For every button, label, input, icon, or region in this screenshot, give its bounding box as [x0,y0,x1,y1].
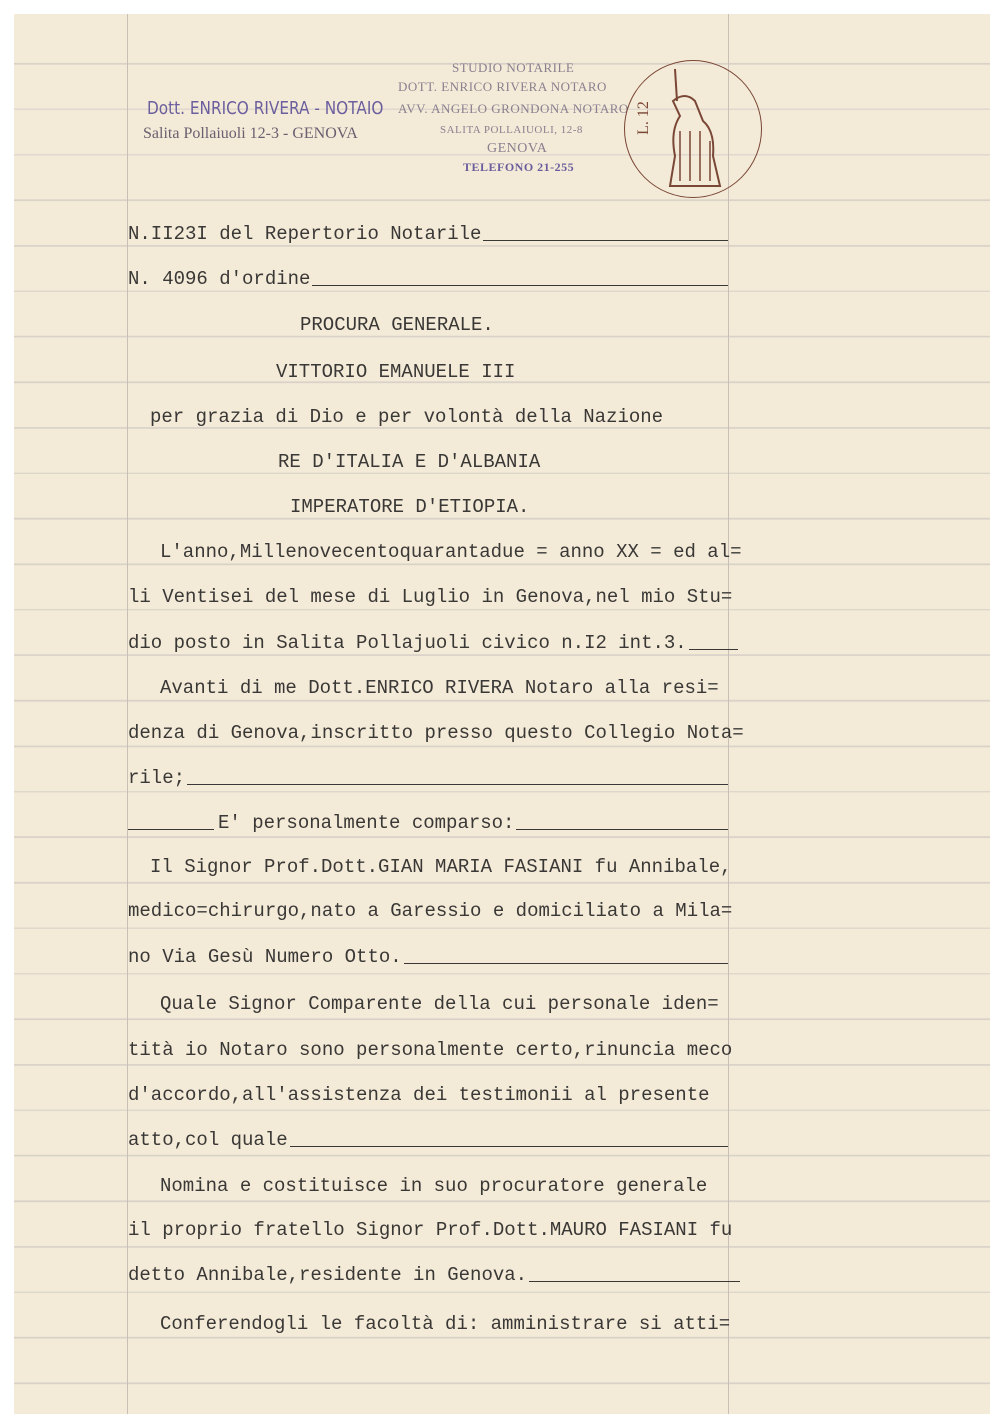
document-line: per grazia di Dio e per volontà della Nazione [150,406,664,428]
king-name: VITTORIO EMANUELE III [276,361,516,383]
document-line: Il Signor Prof.Dott.GIAN MARIA FASIANI fu Annibale, [150,856,732,878]
document-line [128,944,728,968]
studio-stamp-line2: DOTT. ENRICO RIVERA NOTARO [398,79,607,94]
document-line [128,266,728,290]
studio-stamp-line6: TELEFONO 21-255 [463,160,575,174]
document-line [128,1262,740,1286]
blank-fill-line [529,1281,740,1282]
blank-fill-line [483,240,728,241]
blank-fill-line [689,649,738,650]
line-text: N.II23I del Repertorio Notarile [128,223,482,245]
revenue-stamp-value: L. 12 [634,101,652,135]
document-line: Nomina e costituisce in suo procuratore generale [160,1175,708,1197]
line-text: rile; [128,767,186,789]
blank-fill-line [290,1146,728,1147]
document-line: IMPERATORE D'ETIOPIA. [290,496,530,518]
blank-fill-line [312,285,728,286]
document-line: Avanti di me Dott.ENRICO RIVERA Notaro alla resi= [160,677,719,699]
line-text: E' personalmente comparso: [218,812,515,834]
document-line [128,810,728,834]
line-text: detto Annibale,residente in Genova. [128,1264,528,1286]
blank-fill-line [128,829,214,830]
blank-fill-line [404,963,728,964]
document-line [128,1127,728,1151]
studio-stamp-line1: STUDIO NOTARILE [452,60,575,75]
margin-line-right [728,14,729,1414]
document-line: Quale Signor Comparente della cui personale iden= [160,993,719,1015]
line-text: dio posto in Salita Pollajuoli civico n.I2 int.3. [128,632,687,654]
document-line: denza di Genova,inscritto presso questo Collegio Nota= [128,722,744,744]
blank-fill-line [516,829,728,830]
document-line: Conferendogli le facoltà di: amministrare si atti= [160,1313,731,1335]
line-text: N. 4096 d'ordine [128,268,311,290]
studio-stamp-line5: GENOVA [487,141,548,156]
document-line: li Ventisei del mese di Luglio in Genova,nel mio Stu= [128,586,733,608]
revenue-stamp-seal [624,60,762,198]
document-line: d'accordo,all'assistenza dei testimonii al presente [128,1084,710,1106]
document-line [128,765,728,789]
blank-fill-line [187,784,728,785]
document-line: RE D'ITALIA E D'ALBANIA [278,451,541,473]
document-title: PROCURA GENERALE. [300,314,494,336]
document-line: tità io Notaro sono personalmente certo,rinuncia meco [128,1039,733,1061]
notary-stamp-address: Salita Pollaiuoli 12-3 - GENOVA [143,125,358,142]
document-line: L'anno,Millenovecentoquarantadue = anno XX = ed al= [160,541,742,563]
notary-stamp-name: Dott. ENRICO RIVERA - NOTAIO [147,98,384,119]
document-line: il proprio fratello Signor Prof.Dott.MAURO FASIANI fu [128,1219,733,1241]
document-line [128,630,738,654]
document-line [128,221,728,245]
line-text: atto,col quale [128,1129,288,1151]
studio-stamp-line4: SALITA POLLAIUOLI, 12-8 [440,124,583,136]
line-text: no Via Gesù Numero Otto. [128,946,402,968]
document-line: medico=chirurgo,nato a Garessio e domiciliato a Mila= [128,900,733,922]
studio-stamp-line3: AVV. ANGELO GRONDONA NOTARO [398,101,629,116]
